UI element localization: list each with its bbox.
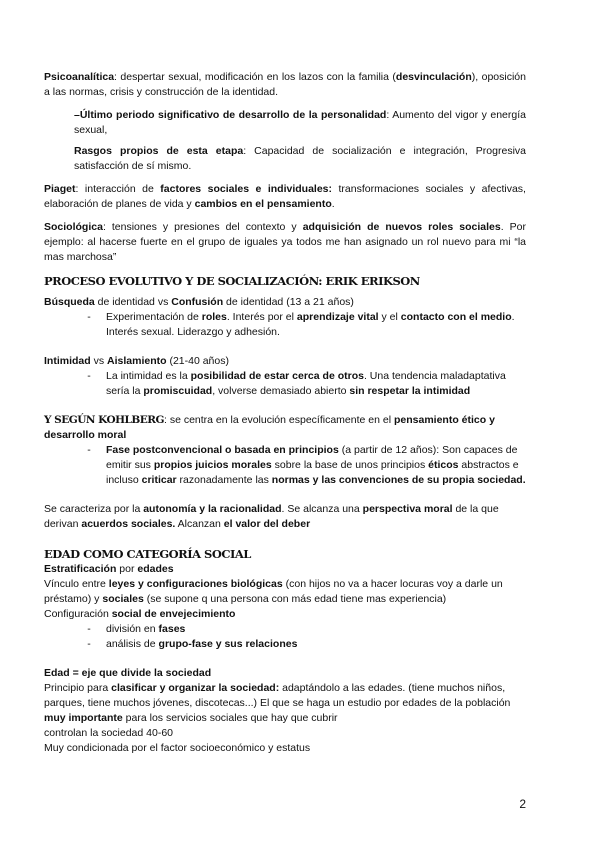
bullet-dash: -	[87, 370, 91, 382]
term: Edad = eje que divide la sociedad	[44, 667, 212, 679]
text: Configuración	[44, 608, 112, 620]
term: social de envejecimiento	[111, 608, 236, 620]
list-item-division	[44, 622, 526, 637]
text: .	[331, 198, 335, 210]
term: clasificar y organizar la sociedad:	[111, 682, 280, 694]
term: Búsqueda	[44, 296, 95, 308]
term: criticar	[141, 474, 177, 486]
text: Vínculo entre	[44, 578, 109, 590]
term: acuerdos sociales.	[81, 518, 176, 530]
list-item-intimidad	[44, 369, 526, 399]
text: sobre la base de unos principios	[271, 459, 429, 471]
paragraph-controlan: controlan la sociedad 40-60	[44, 727, 174, 739]
text: : tensiones y presiones del contexto y	[102, 221, 303, 233]
list-item-experimentacion	[44, 310, 526, 340]
text: (21-40 años)	[166, 355, 229, 367]
term: normas y las convenciones de su propia sociedad.	[271, 474, 526, 486]
text: división en	[106, 623, 159, 635]
text: : interacción de	[75, 183, 161, 195]
text: : se centra en la evolución específicamente en el	[163, 414, 394, 426]
term: perspectiva moral	[362, 503, 453, 515]
term: Confusión	[171, 296, 224, 308]
list-item-text	[106, 637, 526, 652]
text: Principio para	[44, 682, 112, 694]
term: desvinculación	[395, 71, 472, 83]
term: Estratificación	[44, 563, 117, 575]
list-item-text	[106, 622, 526, 637]
text: de identidad vs	[94, 296, 172, 308]
term: propios juicios morales	[153, 459, 272, 471]
text: de la que derivan	[44, 503, 499, 530]
paragraph-ultimo-periodo	[44, 108, 526, 138]
paragraph-configuracion	[44, 607, 526, 622]
term: aprendizaje vital	[296, 311, 379, 323]
text: . Interés sexual. Liderazgo y adhesión.	[106, 311, 515, 338]
term: adquisición de nuevos roles sociales	[302, 221, 501, 233]
text: abstractos e incluso	[106, 459, 519, 486]
text: : Capacidad de socialización e integración, Progresiva satisfacción de sí mismo.	[74, 145, 526, 172]
text: para los servicios sociales que hay que cubrir	[122, 712, 338, 724]
text: análisis de	[106, 638, 159, 650]
page-number: 2	[519, 797, 526, 811]
text: (con hijos no va a hacer locuras voy a darle un préstamo) y	[44, 578, 503, 605]
list-item-postconvencional	[44, 443, 526, 488]
text: de identidad (13 a 21 años)	[223, 296, 354, 308]
text: vs	[90, 355, 108, 367]
text: adaptándolo a las edades. (tiene muchos niños, parques, tiene muchos jóvenes, discotecas...) El que se haga un estudio por edades de la población	[44, 682, 511, 709]
term: Aislamiento	[107, 355, 167, 367]
text: Alcanzan	[175, 518, 224, 530]
term: éticos	[428, 459, 459, 471]
text: : Aumento del vigor y energía sexual,	[74, 109, 526, 136]
term: grupo-fase y sus relaciones	[158, 638, 298, 650]
paragraph-vinculo	[44, 577, 526, 607]
text: . Se alcanza una	[281, 503, 363, 515]
bullet-dash: -	[87, 444, 91, 456]
term: leyes y configuraciones biológicas	[108, 578, 283, 590]
term: cambios en el pensamiento	[194, 198, 332, 210]
bullet-dash: -	[87, 638, 91, 650]
text: razonadamente las	[176, 474, 272, 486]
text: . Interés por el	[226, 311, 297, 323]
text: por	[116, 563, 138, 575]
term: Sociológica	[44, 221, 103, 233]
text: (a partir de 12 años): Son capaces de emitir sus	[106, 444, 518, 471]
text: . Por ejemplo: al hacerse fuerte en el grupo de iguales ya todos me han asignado un rol nuevo para mi “la mas marchosa”	[44, 221, 526, 263]
text: , volverse demasiado abierto	[212, 385, 350, 397]
term: posibilidad de estar cerca de otros	[190, 370, 364, 382]
term: sociales	[102, 593, 144, 605]
term: muy importante	[44, 712, 123, 724]
paragraph-intimidad	[44, 354, 526, 369]
paragraph-sociologica	[44, 220, 526, 265]
text: ), oposición a las normas, crisis y construcción de la identidad.	[44, 71, 526, 98]
term: promiscuidad	[143, 385, 213, 397]
term: edades	[137, 563, 174, 575]
text: . Una tendencia maladaptativa sería la	[106, 370, 506, 397]
text: (se supone q una persona con más edad tiene mas experiencia)	[143, 593, 447, 605]
term: –Último periodo significativo de desarrollo de la personalidad	[74, 109, 387, 121]
section-heading-kohlberg: Y SEGÚN KOHLBERG	[44, 414, 164, 426]
term: Psicoanalítica	[44, 71, 115, 83]
term: roles	[201, 311, 227, 323]
paragraph-autonomia	[44, 502, 526, 532]
list-item-analisis	[44, 637, 526, 652]
paragraph-condicionada: Muy condicionada por el factor socioeconómico y estatus	[44, 742, 311, 754]
paragraph-piaget	[44, 182, 526, 212]
term: el valor del deber	[223, 518, 311, 530]
list-item-text	[106, 369, 526, 399]
text: La intimidad es la	[106, 370, 191, 382]
term: contacto con el medio	[400, 311, 512, 323]
term: Piaget	[44, 183, 76, 195]
term: Rasgos propios de esta etapa	[74, 145, 244, 157]
text: transformaciones sociales y afectivas, elaboración de planes de vida y	[44, 183, 526, 210]
paragraph-edad-eje	[44, 666, 526, 681]
paragraph-psicoanalitica	[44, 70, 526, 100]
bullet-dash: -	[87, 623, 91, 635]
text: Experimentación de	[106, 311, 202, 323]
list-item-text	[106, 443, 526, 488]
term: sin respetar la intimidad	[349, 385, 471, 397]
paragraph-estratificacion	[44, 562, 526, 577]
text: Se caracteriza por la	[44, 503, 144, 515]
text: : despertar sexual, modificación en los lazos con la familia (	[114, 71, 396, 83]
page-content	[44, 70, 526, 756]
bullet-dash: -	[87, 311, 91, 323]
text: y el	[378, 311, 401, 323]
term: fases	[158, 623, 186, 635]
paragraph-kohlberg	[44, 413, 526, 443]
section-heading-edad: EDAD COMO CATEGORÍA SOCIAL	[44, 547, 251, 561]
paragraph-busqueda	[44, 295, 526, 310]
paragraph-rasgos	[44, 144, 526, 174]
term: autonomía y la racionalidad	[143, 503, 282, 515]
term: pensamiento ético y desarrollo moral	[44, 414, 495, 441]
term: Fase postconvencional o basada en principios	[106, 444, 339, 456]
paragraph-principio	[44, 681, 526, 726]
list-item-text	[106, 310, 526, 340]
term: factores sociales e individuales:	[160, 183, 333, 195]
section-heading-erikson: PROCESO EVOLUTIVO Y DE SOCIALIZACIÓN: ERIK ERIKSON	[44, 274, 420, 288]
term: Intimidad	[44, 355, 91, 367]
